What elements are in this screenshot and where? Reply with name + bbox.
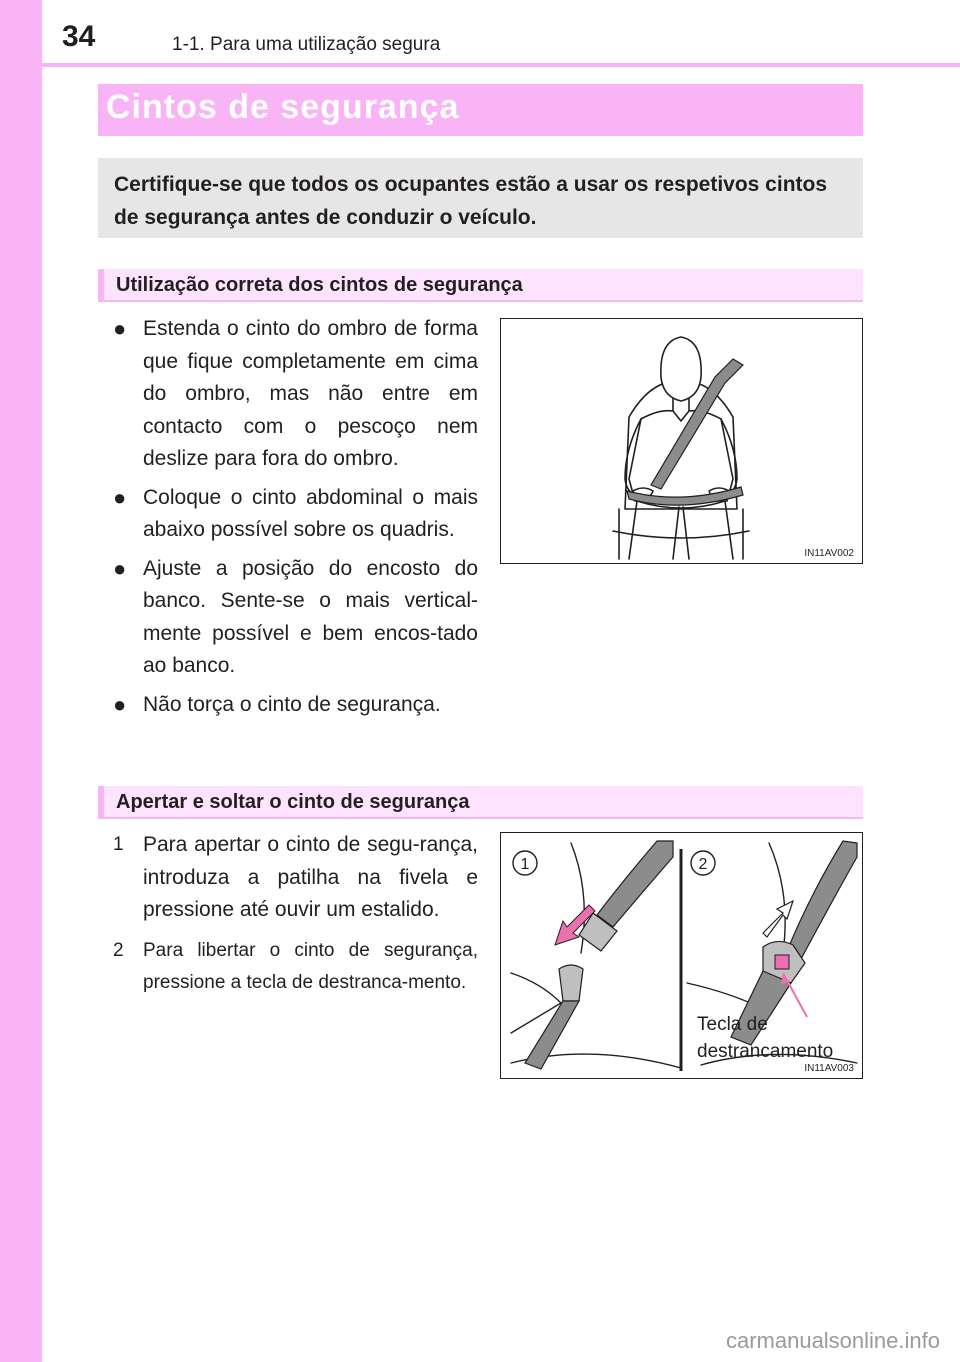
step-number: 1 xyxy=(113,834,124,855)
bullet-icon: ● xyxy=(113,316,127,341)
section-heading-text: Utilização correta dos cintos de segurança xyxy=(116,274,523,296)
bullet-text: Coloque o cinto abdominal o mais abaixo possível sobre os quadris. xyxy=(143,485,478,541)
intro-box: Certifique-se que todos os ocupantes estão a usar os respetivos cintos de segurança antes de conduzir o veículo. xyxy=(98,158,863,238)
bullet-text: Ajuste a posição do encosto do banco. Sente-se o mais vertical-mente possível e bem encos-tado ao banco. xyxy=(143,556,478,677)
section-heading-text: Apertar e soltar o cinto de segurança xyxy=(116,791,470,813)
step-list xyxy=(113,829,478,1008)
section-heading-fasten-release xyxy=(98,786,863,819)
bullet-text: Não torça o cinto de segurança. xyxy=(143,692,441,716)
bullet-icon: ● xyxy=(113,555,127,581)
figure-code: IN11AV003 xyxy=(804,1063,854,1074)
bullet-text: Estenda o cinto do ombro de forma que fique completamente em cima do ombro, mas não entre em contacto com o pescoço nem deslize para fora do ombro. xyxy=(143,317,478,470)
list-item xyxy=(113,689,478,722)
side-tab-strip xyxy=(0,0,42,1362)
list-item xyxy=(113,829,478,927)
figure-seated-person-belt xyxy=(500,318,863,564)
section-accent xyxy=(98,786,104,819)
page-number: 34 xyxy=(62,20,96,53)
page-title: Cintos de segurança xyxy=(106,88,460,126)
bullet-icon: ● xyxy=(113,691,127,717)
list-item xyxy=(113,313,478,476)
section-accent xyxy=(98,269,104,302)
bullet-icon: ● xyxy=(113,484,127,510)
panel-label-1: 1 xyxy=(520,856,530,873)
header-rule xyxy=(42,63,960,67)
figure-code: IN11AV002 xyxy=(804,548,854,559)
watermark: carmanualsonline.info xyxy=(725,1328,940,1353)
running-title: 1-1. Para uma utilização segura xyxy=(172,34,441,55)
bullet-list xyxy=(113,313,478,727)
step-text: Para apertar o cinto de segu-rança, introduza a patilha na fivela e pressione até ouvir um estalido. xyxy=(143,833,478,921)
panel-label-2: 2 xyxy=(698,856,708,873)
section-heading-correct-use xyxy=(98,269,863,302)
list-item xyxy=(113,482,478,547)
callout-line: destrancamento xyxy=(697,1041,834,1062)
title-bar xyxy=(98,84,863,136)
step-text: Para libertar o cinto de segurança, pressione a tecla de destranca-mento. xyxy=(143,939,478,993)
callout-line: Tecla de xyxy=(697,1014,768,1035)
step-number: 2 xyxy=(113,939,124,961)
list-item xyxy=(113,935,478,1000)
figure-buckle-steps xyxy=(500,832,863,1079)
release-button-callout xyxy=(697,1011,833,1065)
list-item xyxy=(113,553,478,683)
seated-person-illustration xyxy=(501,319,861,562)
